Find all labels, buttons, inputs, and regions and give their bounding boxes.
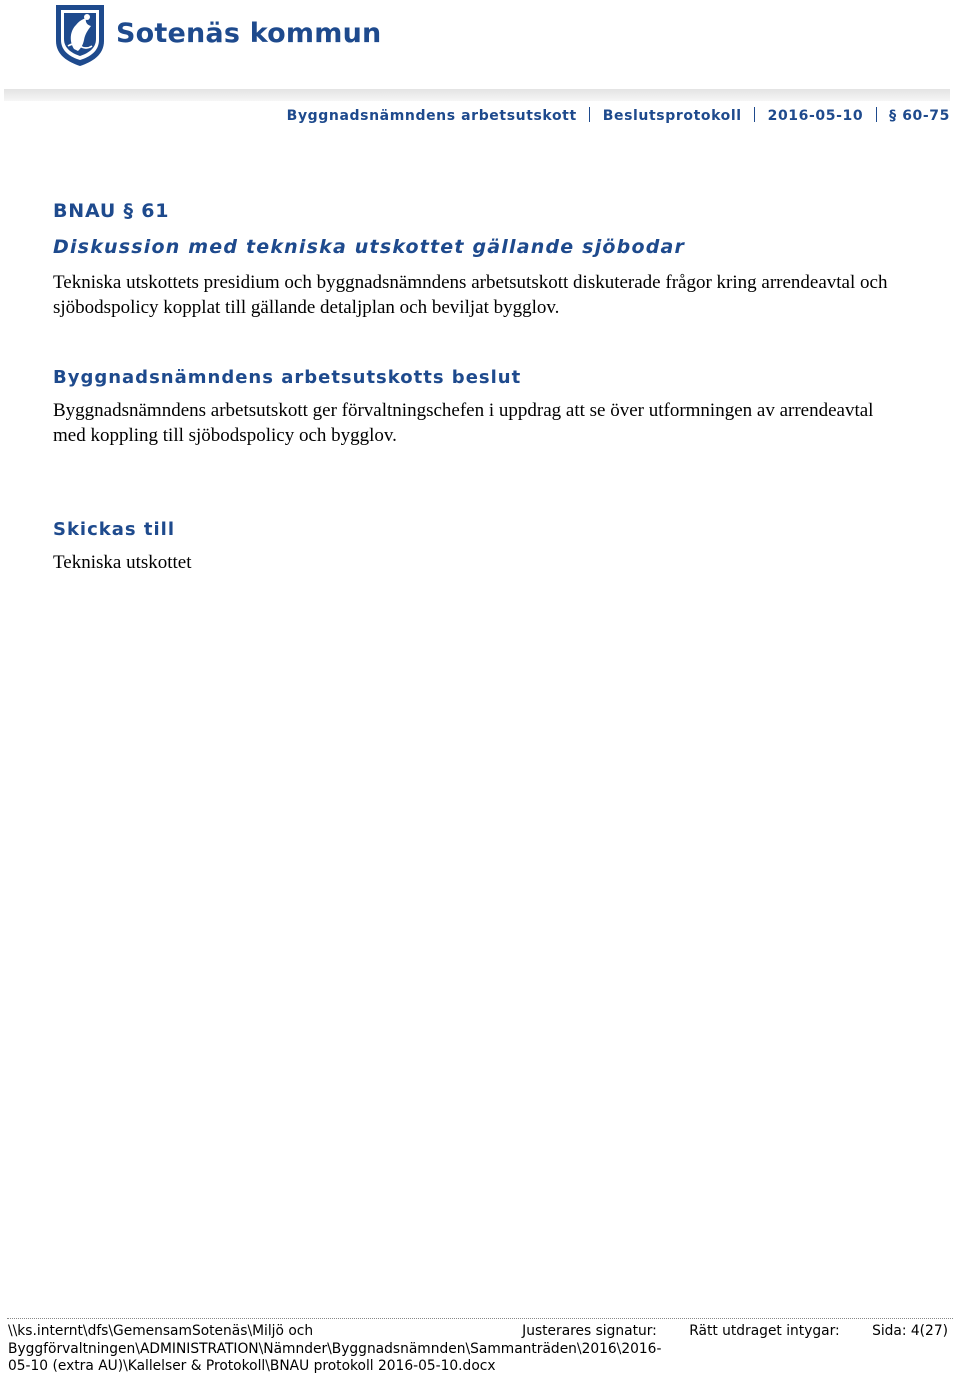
send-to-recipient: Tekniska utskottet xyxy=(53,552,192,573)
footer-divider xyxy=(7,1318,953,1319)
header-separator xyxy=(589,107,590,122)
logo-text: Sotenäs kommun xyxy=(116,17,382,49)
header-rule xyxy=(4,89,950,101)
header-separator xyxy=(876,107,877,122)
logo xyxy=(52,3,381,67)
item-title: Diskussion med tekniska utskottet gällande sjöbodar xyxy=(53,236,686,258)
header-separator xyxy=(754,107,755,122)
meeting-date: 2016-05-10 xyxy=(767,108,864,124)
item-intro: Tekniska utskottets presidium och byggnadsnämndens arbetsutskott diskuterade frågor kring arrendeavtal och sjöbodspolicy kopplat till gällande detaljplan och beviljat bygglov. xyxy=(53,272,888,318)
municipal-shield-icon xyxy=(52,3,108,67)
document-type: Beslutsprotokoll xyxy=(602,108,742,124)
decision-heading: Byggnadsnämndens arbetsutskotts beslut xyxy=(53,367,522,388)
footer-signatures xyxy=(494,1323,948,1341)
signature-label: Justerares signatur: xyxy=(522,1323,657,1339)
decision-text: Byggnadsnämndens arbetsutskott ger förvaltningschefen i uppdrag att se över utformningen av arrendeavtal med koppling till sjöbodspolicy och bygglov. xyxy=(53,400,874,446)
certified-label: Rätt utdraget intygar: xyxy=(689,1323,840,1339)
page-number: Sida: 4(27) xyxy=(872,1323,948,1339)
item-number: BNAU § 61 xyxy=(53,200,170,222)
paragraph-range: § 60-75 xyxy=(889,108,950,124)
send-to-heading: Skickas till xyxy=(53,519,175,540)
footer-file-path: \\ks.internt\dfs\GemensamSotenäs\Miljö och Byggförvaltningen\ADMINISTRATION\Nämnder\Byggnadsnämnden\Sammanträden\2016\2016-05-10 (extra AU)\Kallelser & Protokoll\BNAU protokoll 2016-05-10.docx xyxy=(8,1323,662,1375)
document-header xyxy=(287,107,950,124)
committee-name: Byggnadsnämndens arbetsutskott xyxy=(286,108,577,124)
